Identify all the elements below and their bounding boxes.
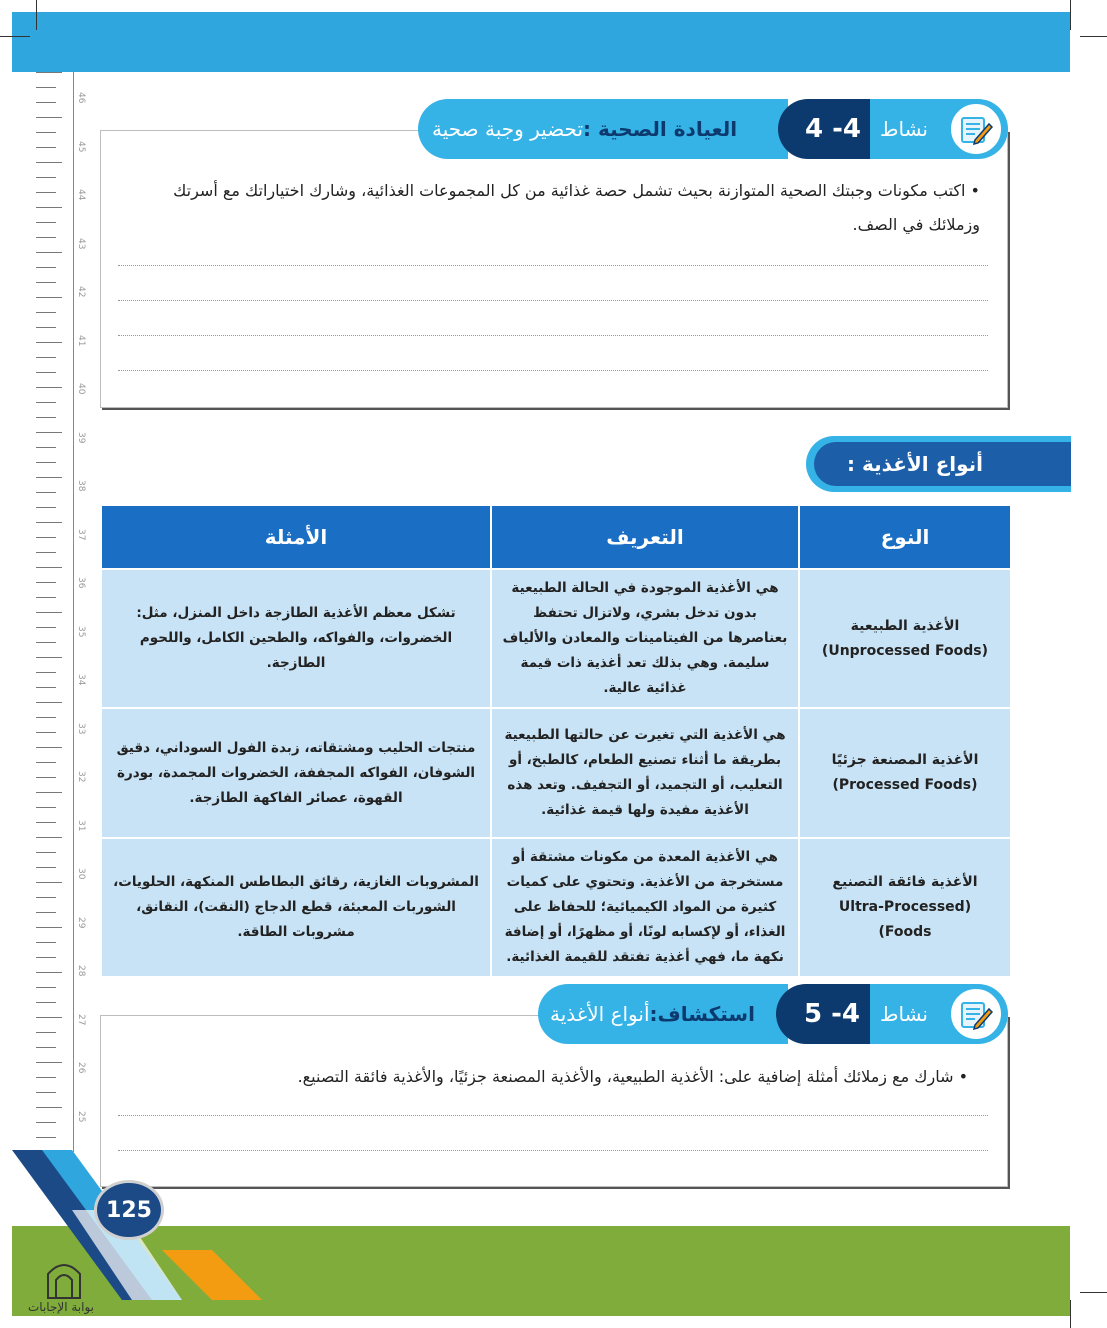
- ruler-number: 44: [76, 189, 86, 201]
- ruler-tick: [36, 462, 56, 463]
- ruler-number: 28: [76, 965, 86, 977]
- activity-title-rest: تحضير وجبة صحية: [432, 117, 584, 141]
- ruler-tick: [36, 507, 56, 508]
- ruler-number: 34: [76, 674, 86, 686]
- ruler-tick: [36, 1002, 56, 1003]
- ruler-tick: [36, 852, 56, 853]
- ruler-number: 32: [76, 771, 86, 783]
- crop-mark: [1080, 1292, 1107, 1293]
- column-header-examples: الأمثلة: [101, 505, 491, 569]
- ruler-tick: [36, 267, 56, 268]
- answer-line[interactable]: [118, 1115, 988, 1116]
- ruler-tick: [36, 807, 56, 808]
- type-name-ar: الأغذية فائقة التصنيع: [832, 874, 978, 890]
- ruler-tick: [36, 882, 62, 883]
- ruler-tick: [36, 357, 56, 358]
- ruler-tick: [36, 897, 56, 898]
- ruler-tick: [36, 822, 56, 823]
- ruler-tick: [36, 567, 62, 568]
- ruler-tick: [36, 642, 56, 643]
- crop-mark: [1070, 0, 1071, 30]
- ruler-number: 46: [76, 92, 86, 104]
- ruler-tick: [36, 312, 56, 313]
- ruler-tick: [36, 147, 56, 148]
- ruler-tick: [36, 402, 56, 403]
- activity-title-bold: استكشاف:: [649, 1002, 755, 1026]
- ruler-tick: [36, 552, 56, 553]
- answer-line[interactable]: [118, 300, 988, 301]
- ruler-tick: [36, 477, 62, 478]
- ruler-number: 33: [76, 722, 86, 734]
- ruler-number: 38: [76, 480, 86, 492]
- activity-box-1: [100, 130, 1008, 408]
- ruler-tick: [36, 237, 56, 238]
- ruler-number: 41: [76, 334, 86, 346]
- answer-line[interactable]: [118, 335, 988, 336]
- ruler-tick: [36, 102, 56, 103]
- crop-mark: [1080, 36, 1107, 37]
- type-cell: [799, 708, 1011, 838]
- ruler-number: 36: [76, 577, 86, 589]
- ruler-tick: [36, 912, 56, 913]
- definition-cell: هي الأغذية التي تغيرت عن حالتها الطبيعية بطريقة ما أثناء تصنيع الطعام، كالطبخ، أو التعليب، أو التجميد، أو التجفيف. وتعد هذه الأغذية مفيدة ولها قيمة غذائية.: [491, 708, 799, 838]
- ruler-tick: [36, 192, 56, 193]
- section-tab: [806, 436, 1071, 492]
- type-cell: [799, 838, 1011, 977]
- ruler-tick: [36, 1122, 56, 1123]
- activity-1-instruction: • اكتب مكونات وجبتك الصحية المتوازنة بحيث تشمل حصة غذائية من كل المجموعات الغذائية، وشارك اختياراتك مع أسرتك وزملائك في الصف.: [173, 181, 980, 234]
- table-row: [101, 569, 1011, 708]
- type-name-ar: الأغذية الطبيعية: [850, 617, 960, 634]
- activity-title-bold: العيادة الصحية :: [583, 117, 738, 141]
- activity-banner-1: [418, 99, 1008, 159]
- ruler-tick: [36, 972, 62, 973]
- activity-banner-2: [538, 984, 1008, 1044]
- ruler-number: 45: [76, 140, 86, 152]
- ruler-tick: [36, 537, 56, 538]
- activity-2-instruction: • شارك مع زملائك أمثلة إضافية على: الأغذية الطبيعية، والأغذية المصنعة جزئيًا، والأغذية فائقة التصنيع.: [297, 1067, 968, 1086]
- ruler-tick: [36, 702, 62, 703]
- ruler-tick: [36, 387, 62, 388]
- type-name-en: (Processed Foods): [832, 777, 978, 793]
- ruler-tick: [36, 282, 56, 283]
- ruler-tick: [36, 927, 62, 928]
- type-name-en: (Unprocessed Foods): [821, 642, 989, 659]
- ruler-tick: [36, 252, 62, 253]
- definition-cell: هي الأغذية الموجودة في الحالة الطبيعية بدون تدخل بشري، ولاتزال تحتفظ بعناصرها من الفيتامينات والمعادن والألياف سليمة. وهي بذلك تعد أغذية ذات قيمة غذائية عالية.: [491, 569, 799, 708]
- ruler-tick: [36, 987, 56, 988]
- ruler-tick: [36, 837, 62, 838]
- section-title: أنواع الأغذية :: [814, 442, 1071, 486]
- ruler-tick: [36, 1062, 62, 1063]
- pencil-note-icon: [948, 986, 1004, 1042]
- crop-mark: [36, 0, 37, 30]
- ruler-tick: [36, 327, 56, 328]
- ruler-number: 31: [76, 819, 86, 831]
- activity-title-2: [550, 984, 776, 1044]
- activity-label-2: نشاط: [870, 984, 1008, 1044]
- ruler-tick: [36, 222, 56, 223]
- crop-mark: [1070, 1300, 1071, 1328]
- table-row: [101, 838, 1011, 977]
- ruler-tick: [36, 72, 62, 73]
- logo-icon: [44, 1256, 84, 1300]
- food-types-table: [100, 504, 1012, 978]
- ruler-tick: [36, 417, 56, 418]
- table-row: [101, 708, 1011, 838]
- ruler-tick: [36, 657, 62, 658]
- top-color-bar: [12, 12, 1070, 72]
- ruler-number: 40: [76, 383, 86, 395]
- ruler-tick: [36, 1032, 56, 1033]
- ruler-tick: [36, 957, 56, 958]
- ruler-tick: [36, 342, 62, 343]
- type-cell: [799, 569, 1011, 708]
- answer-line[interactable]: [118, 370, 988, 371]
- ruler-tick: [36, 132, 56, 133]
- table-header-row: [101, 505, 1011, 569]
- ruler-tick: [36, 582, 56, 583]
- ruler-tick: [36, 1137, 56, 1138]
- ruler-tick: [36, 672, 56, 673]
- activity-number-2: 5 -4: [776, 984, 888, 1044]
- ruler-tick: [36, 792, 62, 793]
- type-name-en: (Ultra-Processed Foods): [838, 899, 972, 940]
- ruler-number: 42: [76, 286, 86, 298]
- logo-text: بوابة الإجابات: [28, 1300, 95, 1314]
- activity-number-1: 4 -4: [778, 99, 888, 159]
- page-ruler: [36, 72, 96, 1152]
- ruler-number: 25: [76, 1110, 86, 1122]
- ruler-tick: [36, 627, 56, 628]
- answer-line[interactable]: [118, 265, 988, 266]
- ruler-tick: [36, 867, 56, 868]
- ruler-tick: [36, 1092, 56, 1093]
- column-header-definition: التعريف: [491, 505, 799, 569]
- ruler-tick: [36, 1017, 62, 1018]
- ruler-tick: [36, 762, 56, 763]
- definition-cell: هي الأغذية المعدة من مكونات مشتقة أو مستخرجة من الأغذية. وتحتوي على كميات كثيرة من المواد الكيميائية؛ للحفاظ على الغذاء، أو لإكسابه لونًا، أو مظهرًا، أو إضافة نكهة ما، فهي أغذية تفتقد للقيمة الغذائية.: [491, 838, 799, 977]
- ruler-tick: [36, 1107, 62, 1108]
- ruler-tick: [36, 492, 56, 493]
- ruler-line: [73, 72, 74, 1152]
- ruler-number: 35: [76, 625, 86, 637]
- examples-cell: منتجات الحليب ومشتقاته، زبدة الفول السوداني، دقيق الشوفان، الفواكه المجففة، الخضروات المجمدة، بودرة القهوة، عصائر الفاكهة الطازجة.: [101, 708, 491, 838]
- ruler-number: 30: [76, 868, 86, 880]
- ruler-tick: [36, 177, 56, 178]
- ruler-tick: [36, 1047, 56, 1048]
- examples-cell: تشكل معظم الأغذية الطازجة داخل المنزل، مثل: الخضروات، والفواكه، والطحين الكامل، واللحوم الطازجة.: [101, 569, 491, 708]
- type-name-ar: الأغذية المصنعة جزئيًا: [831, 752, 979, 768]
- ruler-tick: [36, 87, 56, 88]
- ruler-number: 37: [76, 528, 86, 540]
- ruler-tick: [36, 597, 56, 598]
- ruler-tick: [36, 717, 56, 718]
- ruler-number: 43: [76, 237, 86, 249]
- ruler-number: 26: [76, 1062, 86, 1074]
- page-number: 125: [94, 1180, 164, 1240]
- crop-mark: [0, 36, 30, 37]
- column-header-type: النوع: [799, 505, 1011, 569]
- ruler-tick: [36, 447, 56, 448]
- ruler-tick: [36, 942, 56, 943]
- ruler-tick: [36, 162, 62, 163]
- examples-cell: المشروبات الغازية، رقائق البطاطس المنكهة، الحلويات، الشوربات المعبئة، قطع الدجاج (النقت)، النقانق، مشروبات الطاقة.: [101, 838, 491, 977]
- ruler-tick: [36, 522, 62, 523]
- ruler-number: 29: [76, 916, 86, 928]
- ruler-tick: [36, 1077, 56, 1078]
- ruler-tick: [36, 612, 62, 613]
- ruler-tick: [36, 687, 56, 688]
- pencil-note-icon: [948, 101, 1004, 157]
- ruler-tick: [36, 117, 62, 118]
- ruler-tick: [36, 747, 62, 748]
- ruler-number: 27: [76, 1013, 86, 1025]
- activity-label-1: نشاط: [870, 99, 1008, 159]
- ruler-tick: [36, 432, 62, 433]
- ruler-tick: [36, 732, 56, 733]
- activity-title-rest: أنواع الأغذية: [550, 1002, 650, 1026]
- ruler-tick: [36, 372, 56, 373]
- ruler-tick: [36, 207, 62, 208]
- ruler-tick: [36, 297, 62, 298]
- activity-title-1: [432, 99, 778, 159]
- ruler-number: 39: [76, 431, 86, 443]
- ruler-tick: [36, 777, 56, 778]
